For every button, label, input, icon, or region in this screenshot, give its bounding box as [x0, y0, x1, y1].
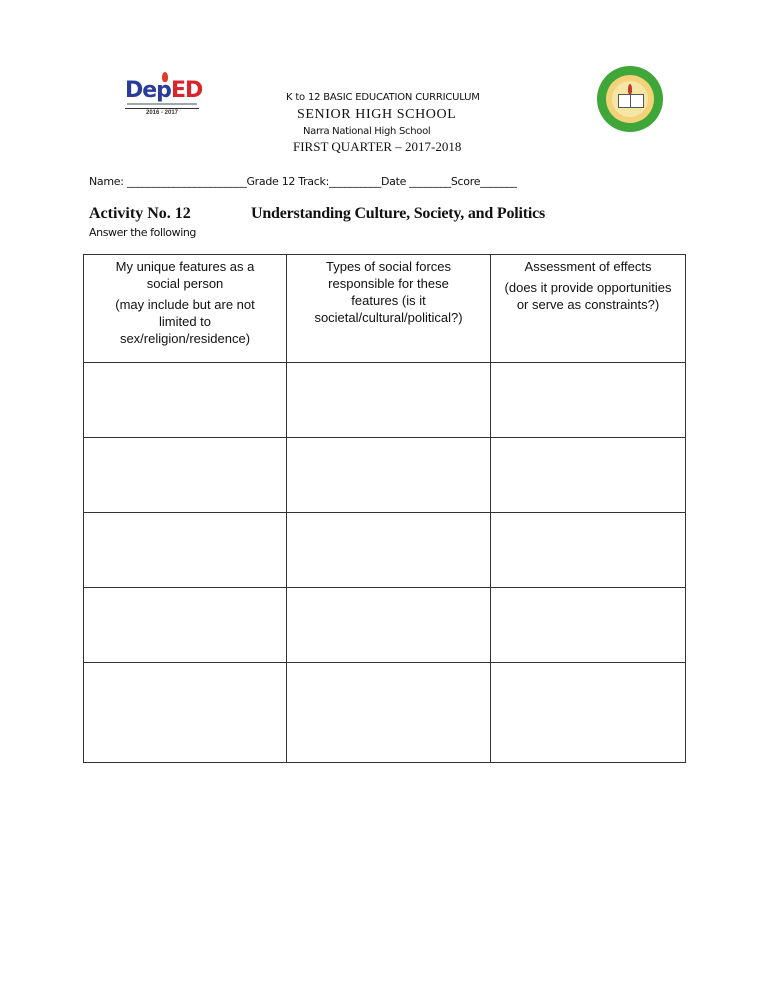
curriculum-title: K to 12 BASIC EDUCATION CURRICULUM — [286, 92, 480, 103]
column-title: Types of social forces responsible for these features (is it societal/cultural/political?) — [314, 259, 463, 325]
answer-cell[interactable] — [84, 513, 287, 588]
answer-cell[interactable] — [84, 438, 287, 513]
table-row — [84, 663, 686, 763]
student-info-line[interactable]: Name: _______________________Grade 12 Track:__________Date ________Score_______ — [89, 175, 517, 188]
answer-cell[interactable] — [491, 438, 686, 513]
activity-number: Activity No. 12 — [89, 205, 191, 222]
deped-word-dep: Dep — [125, 78, 171, 103]
school-level-title: SENIOR HIGH SCHOOL — [297, 107, 457, 122]
answer-cell[interactable] — [287, 363, 491, 438]
answer-cell[interactable] — [287, 513, 491, 588]
table-row — [84, 588, 686, 663]
school-name: Narra National High School — [303, 126, 431, 137]
answer-cell[interactable] — [287, 663, 491, 763]
answer-cell[interactable] — [84, 363, 287, 438]
answer-cell[interactable] — [491, 588, 686, 663]
column-title: Assessment of effects — [524, 259, 652, 274]
column-subtitle: (does it provide opportunities or serve as constraints?) — [504, 280, 672, 312]
answer-cell[interactable] — [287, 438, 491, 513]
activity-table — [83, 254, 686, 763]
deped-logo — [125, 78, 203, 122]
answer-cell[interactable] — [491, 363, 686, 438]
flame-icon — [628, 84, 632, 94]
answer-cell[interactable] — [84, 588, 287, 663]
book-icon — [618, 94, 644, 108]
deped-tagline — [127, 103, 197, 105]
answer-cell[interactable] — [491, 513, 686, 588]
answer-cell[interactable] — [84, 663, 287, 763]
instruction-text: Answer the following — [89, 226, 197, 239]
deped-wordmark — [125, 80, 202, 102]
divider — [125, 108, 199, 109]
table-row — [84, 513, 686, 588]
table-row — [84, 363, 686, 438]
table-header-row — [84, 255, 686, 363]
subject-title: Understanding Culture, Society, and Politics — [251, 205, 546, 222]
answer-cell[interactable] — [287, 588, 491, 663]
column-header-social-forces — [287, 255, 491, 363]
column-subtitle: (may include but are not limited to sex/religion/residence) — [115, 297, 255, 346]
school-seal-logo — [597, 66, 663, 132]
table-row — [84, 438, 686, 513]
column-header-assessment — [491, 255, 686, 363]
column-title: My unique features as a social person — [115, 259, 255, 291]
column-header-features — [84, 255, 287, 363]
quarter-label: FIRST QUARTER – 2017-2018 — [293, 139, 462, 154]
answer-cell[interactable] — [491, 663, 686, 763]
deped-years: 2016 - 2017 — [145, 110, 179, 116]
deped-word-ed: ED — [170, 78, 203, 103]
